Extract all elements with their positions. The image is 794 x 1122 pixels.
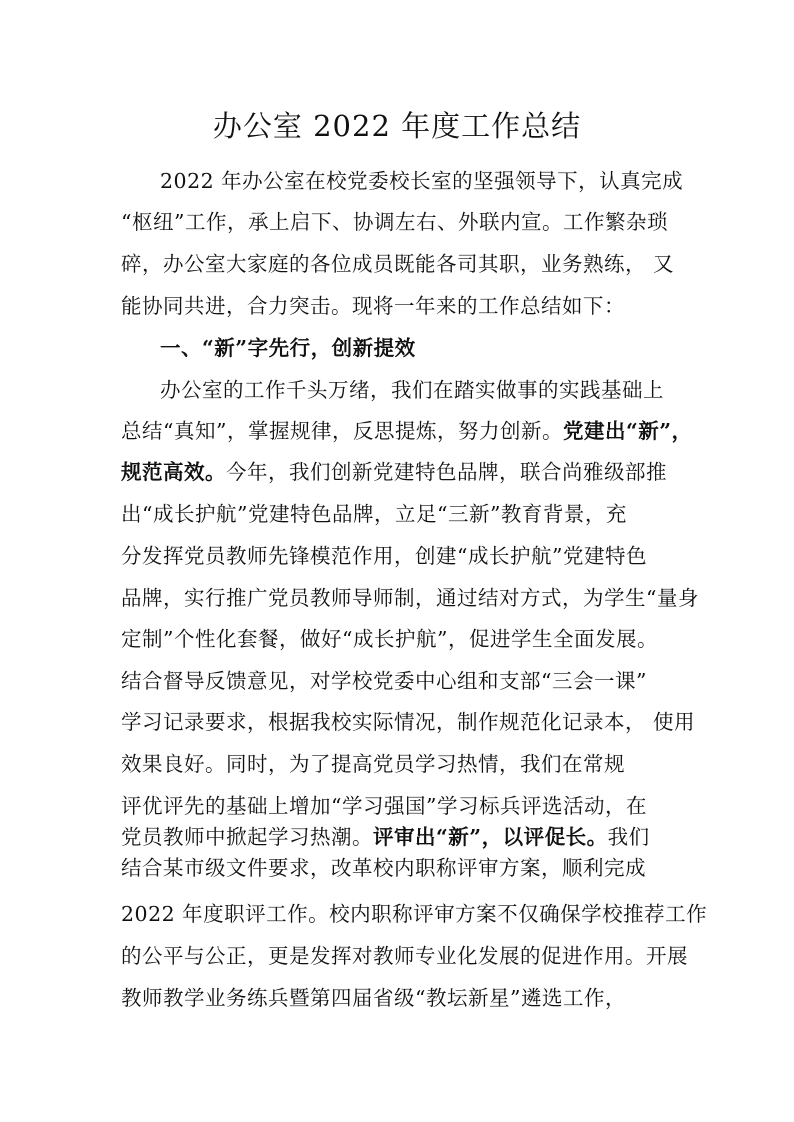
body-line-5: 分发挥党员教师先锋模范作用，创建“成长护航”党建特色 <box>121 544 647 568</box>
body-line-4: 出“成长护航”党建特色品牌，立足“三新”教育背景，充 <box>121 502 627 526</box>
body-text: 今年，我们创新党建特色品牌，联合尚雅级部推 <box>226 460 667 484</box>
body-line-2 <box>121 416 693 446</box>
body-line-3 <box>121 457 667 487</box>
highlight-evaluation: 评审出“新”，以评促长。 <box>373 825 608 849</box>
body-line-13: 结合某市级文件要求，改革校内职称评审方案，顺利完成 <box>121 856 646 880</box>
highlight-party-building: 党建出“新”， <box>562 419 693 443</box>
body-line-15: 的公平与公正，更是发挥对教师专业化发展的促进作用。开展 <box>121 944 688 968</box>
body-text: 党员教师中掀起学习热潮。 <box>121 825 373 849</box>
body-line-10: 效果良好。同时，为了提高党员学习热情，我们在常规 <box>121 752 625 776</box>
body-line-14: 2022 年度职评工作。校内职称评审方案不仅确保学校推荐工作 <box>121 902 708 926</box>
body-line-6: 品牌，实行推广党员教师导师制，通过结对方式，为学生“量身 <box>121 586 699 610</box>
body-text: 我们 <box>607 825 650 849</box>
body-line-9: 学习记录要求，根据我校实际情况，制作规范化记录本， 使用 <box>121 710 696 734</box>
document-title: 办公室 2022 年度工作总结 <box>212 109 582 143</box>
body-line-11: 评优评先的基础上增加“学习强国”学习标兵评选活动，在 <box>121 794 647 818</box>
intro-line-3: 碎，办公室大家庭的各位成员既能各司其职，业务熟练， 又 <box>121 252 675 276</box>
section-heading-1: 一、“新”字先行，创新提效 <box>160 336 416 360</box>
body-line-16: 教师教学业务练兵暨第四届省级“教坛新星”遴选工作， <box>121 986 626 1010</box>
intro-line-4: 能协同共进，合力突击。现将一年来的工作总结如下： <box>121 294 625 318</box>
intro-line-1: 2022 年办公室在校党委校长室的坚强领导下，认真完成 <box>160 169 684 193</box>
body-line-8: 结合督导反馈意见，对学校党委中心组和支部“三会一课” <box>121 669 647 693</box>
body-text: 总结“真知”，掌握规律，反思提炼，努力创新。 <box>121 419 563 443</box>
body-line-7: 定制”个性化套餐，做好“成长护航”，促进学生全面发展。 <box>121 627 658 651</box>
highlight-standard-efficient: 规范高效。 <box>121 460 226 484</box>
body-line-1: 办公室的工作千头万绪，我们在踏实做事的实践基础上 <box>160 378 664 402</box>
body-line-12 <box>121 822 650 852</box>
intro-line-2: “枢纽”工作，承上启下、协调左右、外联内宣。工作繁杂琐 <box>121 210 668 234</box>
